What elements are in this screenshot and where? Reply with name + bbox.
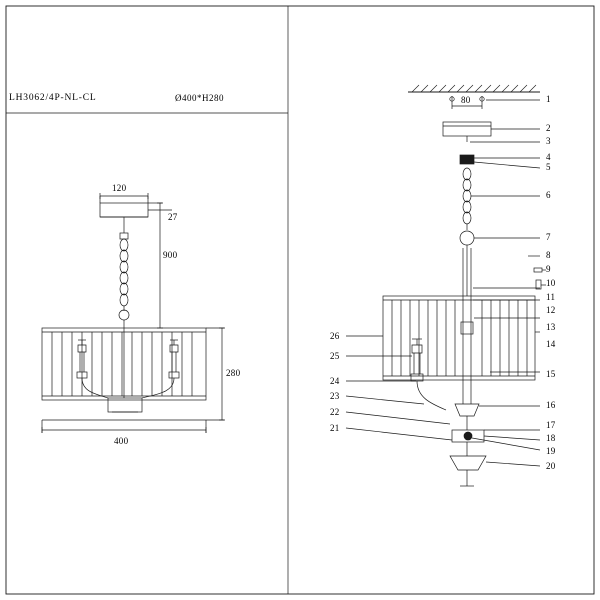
callout-8: 8 [546,250,551,260]
callout-17: 17 [546,420,556,430]
callout-24: 24 [330,376,340,386]
callout-18: 18 [546,433,556,443]
dim-shade-height: 280 [226,368,241,378]
callout-5: 5 [546,162,551,172]
callout-23: 23 [330,391,340,401]
callout-20: 20 [546,461,556,471]
callout-15: 15 [546,369,556,379]
dim-ceiling-plate-width: 80 [461,95,471,105]
callout-1: 1 [546,94,551,104]
callout-9: 9 [546,264,551,274]
callout-19: 19 [546,446,556,456]
left-elevation-geometry [42,193,225,433]
callout-13: 13 [546,322,556,332]
callout-4: 4 [546,152,551,162]
callout-21: 21 [330,423,340,433]
callout-7: 7 [546,232,551,242]
right-exploded-geometry [346,85,546,486]
callout-6: 6 [546,190,551,200]
callout-10: 10 [546,278,556,288]
callout-25: 25 [330,351,340,361]
size-spec: Ø400*H280 [175,93,224,103]
callout-11: 11 [546,292,556,302]
callout-14: 14 [546,339,556,349]
callout-16: 16 [546,400,556,410]
callout-2: 2 [546,123,551,133]
callout-12: 12 [546,305,556,315]
dim-canopy-height: 27 [168,212,178,222]
dim-shade-diameter: 400 [114,436,129,446]
dim-canopy-width: 120 [112,183,127,193]
callout-3: 3 [546,136,551,146]
callout-26: 26 [330,331,340,341]
dim-total-drop: 900 [163,250,178,260]
model-code: LH3062/4P-NL-CL [9,93,97,103]
callout-22: 22 [330,407,340,417]
